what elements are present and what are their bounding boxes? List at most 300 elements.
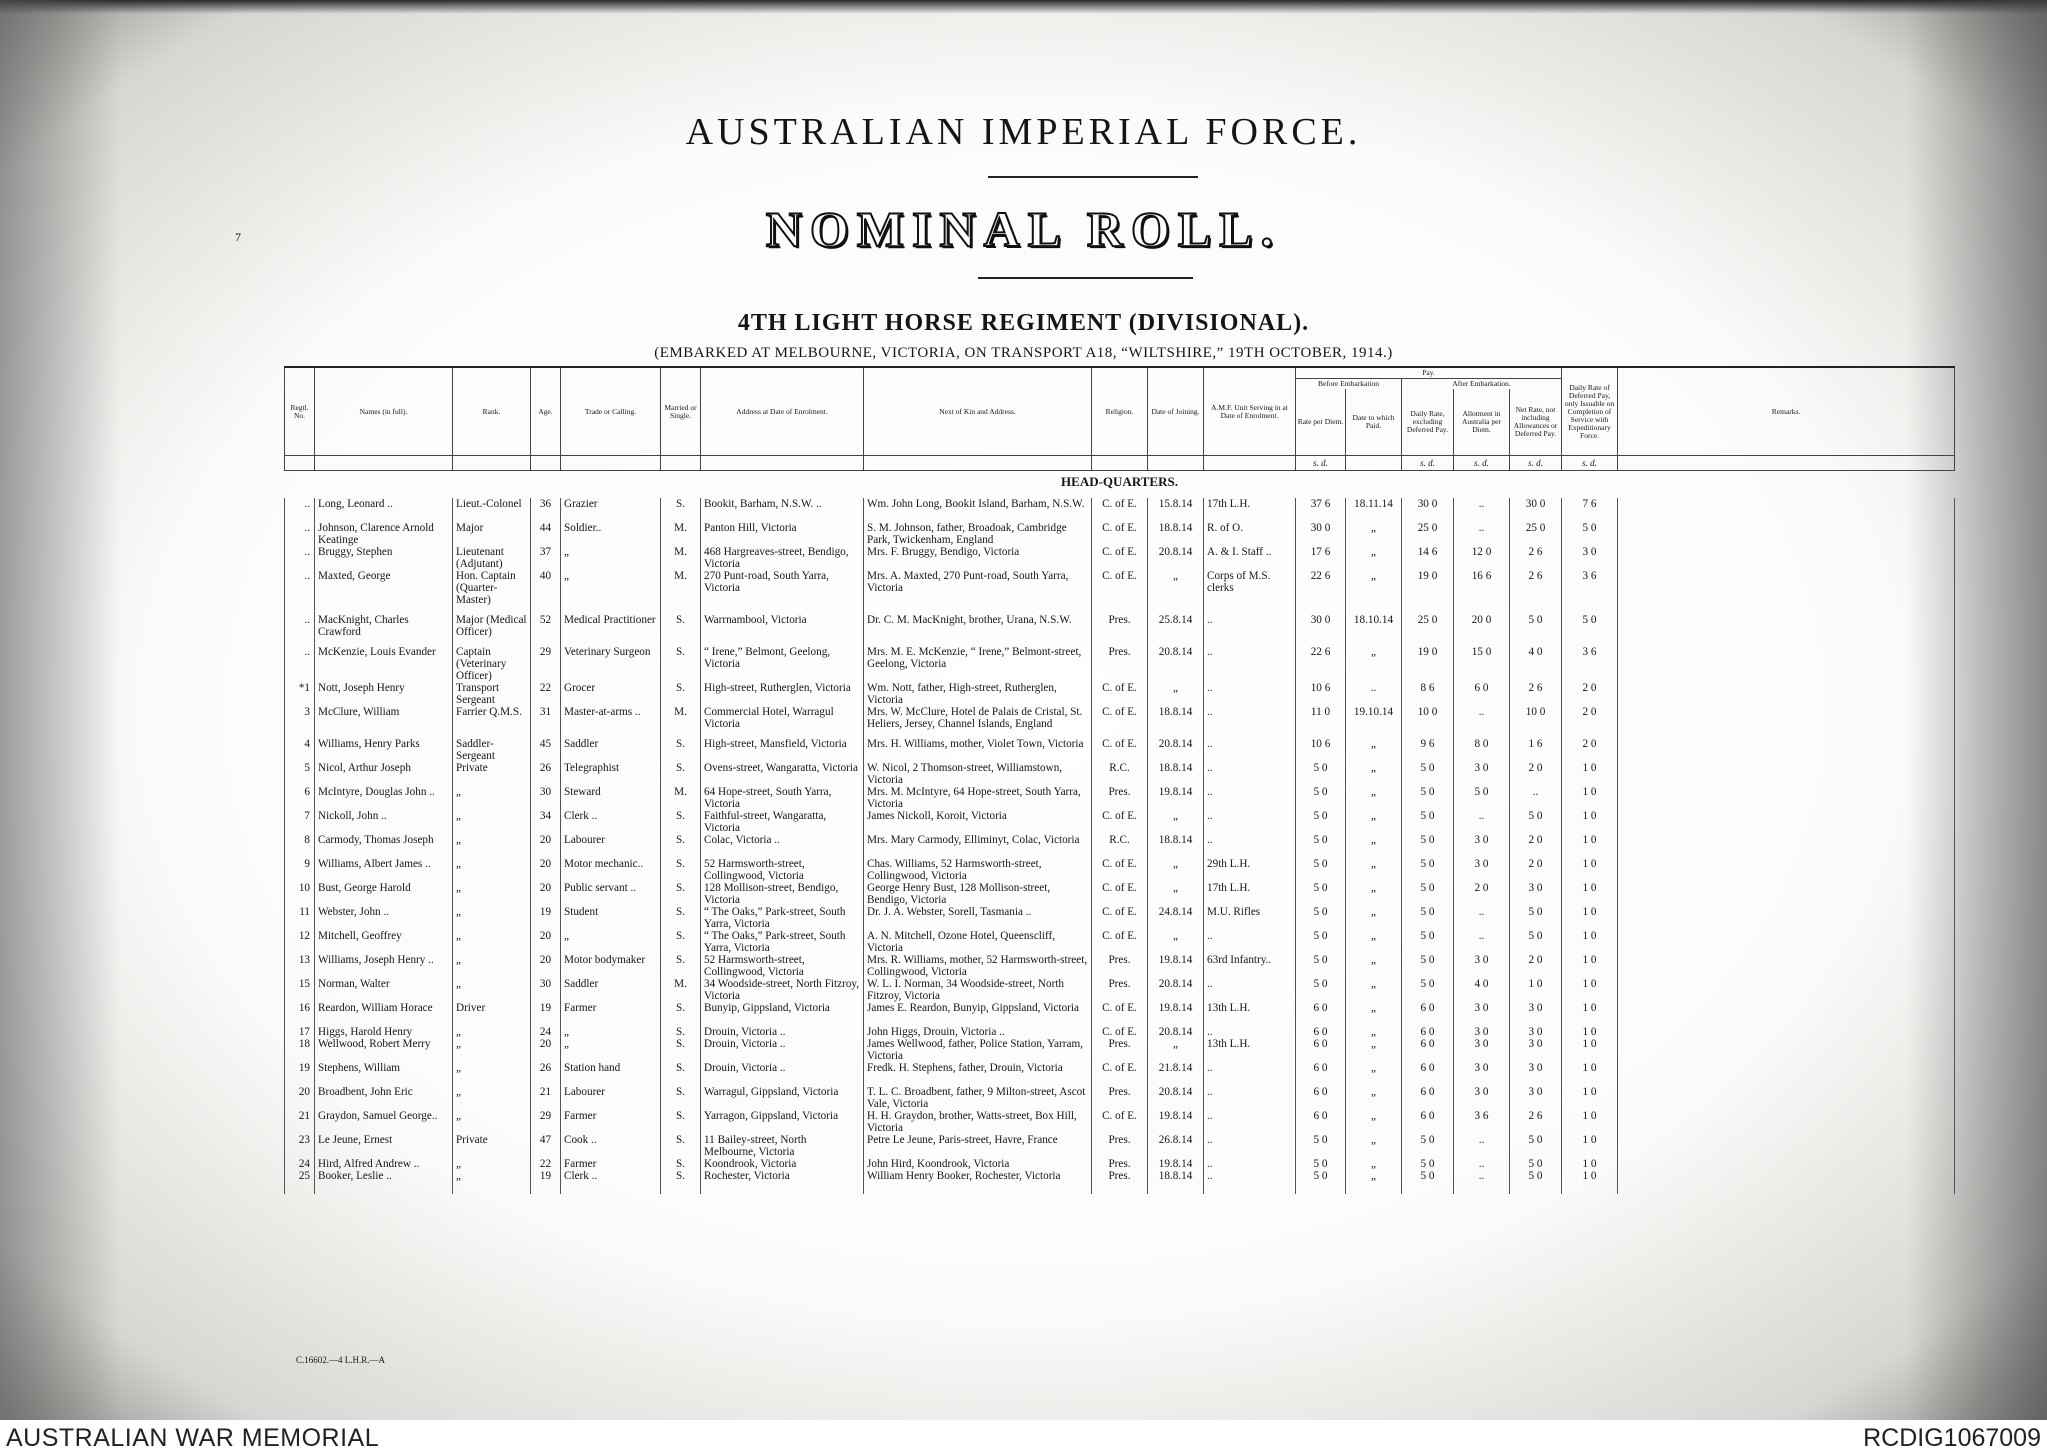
net-rate-cell: 2 0 (1510, 858, 1562, 882)
date-joining-cell: 18.8.14 (1148, 762, 1204, 786)
regtl-no-cell: 19 (285, 1062, 315, 1086)
deferred-pay-cell: 5 0 (1562, 522, 1618, 546)
name-cell: Williams, Albert James .. (315, 858, 453, 882)
date-paid-cell: „ (1346, 834, 1402, 858)
amf-unit-cell: .. (1204, 1158, 1296, 1170)
next-of-kin-cell: Dr. C. M. MacKnight, brother, Urana, N.S.W. (864, 614, 1092, 646)
deferred-pay-cell: 1 0 (1562, 858, 1618, 882)
address-cell: Ovens-street, Wangaratta, Victoria (701, 762, 864, 786)
table-row (285, 1038, 1955, 1062)
table-row (285, 646, 1955, 682)
address-cell: Commercial Hotel, Warragul Victoria (701, 706, 864, 738)
remarks-cell (1618, 614, 1955, 646)
net-rate-cell: 30 0 (1510, 498, 1562, 522)
rank-cell: Major (453, 522, 531, 546)
address-cell: 64 Hope-street, South Yarra, Victoria (701, 786, 864, 810)
daily-rate-cell: 5 0 (1402, 762, 1454, 786)
remarks-cell (1618, 762, 1955, 786)
address-cell: Yarragon, Gippsland, Victoria (701, 1110, 864, 1134)
deferred-pay-cell: 1 0 (1562, 930, 1618, 954)
remarks-cell (1618, 1062, 1955, 1086)
rate-per-diem-cell: 10 6 (1296, 738, 1346, 762)
rate-per-diem-cell: 37 6 (1296, 498, 1346, 522)
address-cell: Drouin, Victoria .. (701, 1026, 864, 1038)
table-row (285, 546, 1955, 570)
age-cell: 36 (531, 498, 561, 522)
scan-edge-top (0, 0, 2047, 14)
table-row (285, 858, 1955, 882)
regtl-no-cell: 10 (285, 882, 315, 906)
daily-rate-cell: 9 6 (1402, 738, 1454, 762)
date-paid-cell: „ (1346, 1026, 1402, 1038)
married-cell: M. (661, 570, 701, 614)
daily-rate-cell: 14 6 (1402, 546, 1454, 570)
next-of-kin-cell: Mrs. M. McIntyre, 64 Hope-street, South Yarra, Victoria (864, 786, 1092, 810)
rate-per-diem-cell: 30 0 (1296, 522, 1346, 546)
next-of-kin-cell: Mrs. R. Williams, mother, 52 Harmsworth-street, Collingwood, Victoria (864, 954, 1092, 978)
remarks-cell (1618, 954, 1955, 978)
allotment-cell: .. (1454, 498, 1510, 522)
address-cell: Bunyip, Gippsland, Victoria (701, 1002, 864, 1026)
remarks-cell (1618, 682, 1955, 706)
table-row (285, 1110, 1955, 1134)
age-cell: 30 (531, 786, 561, 810)
net-rate-cell: 2 0 (1510, 834, 1562, 858)
address-cell: Koondrook, Victoria (701, 1158, 864, 1170)
deferred-pay-cell: 1 0 (1562, 786, 1618, 810)
religion-cell: C. of E. (1092, 1110, 1148, 1134)
table-row (285, 786, 1955, 810)
deferred-pay-cell: 2 0 (1562, 682, 1618, 706)
religion-cell: C. of E. (1092, 522, 1148, 546)
net-rate-cell: 10 0 (1510, 706, 1562, 738)
amf-unit-cell: .. (1204, 706, 1296, 738)
rate-per-diem-cell: 5 0 (1296, 834, 1346, 858)
next-of-kin-cell: H. H. Graydon, brother, Watts-street, Box Hill, Victoria (864, 1110, 1092, 1134)
next-of-kin-cell: W. L. I. Norman, 34 Woodside-street, North Fitzroy, Victoria (864, 978, 1092, 1002)
daily-rate-cell: 5 0 (1402, 1158, 1454, 1170)
rank-cell: Captain (Veterinary Officer) (453, 646, 531, 682)
rate-per-diem-cell: 6 0 (1296, 1086, 1346, 1110)
rank-cell: „ (453, 1038, 531, 1062)
col-header-rank: Rank. (453, 367, 531, 456)
remarks-cell (1618, 1170, 1955, 1194)
next-of-kin-cell: James Nickoll, Koroit, Victoria (864, 810, 1092, 834)
rate-per-diem-cell: 5 0 (1296, 786, 1346, 810)
remarks-cell (1618, 1038, 1955, 1062)
amf-unit-cell: Corps of M.S. clerks (1204, 570, 1296, 614)
name-cell: Wellwood, Robert Merry (315, 1038, 453, 1062)
net-rate-cell: 5 0 (1510, 1170, 1562, 1194)
address-cell: “ The Oaks,” Park-street, South Yarra, Victoria (701, 930, 864, 954)
married-cell: S. (661, 1158, 701, 1170)
daily-rate-cell: 5 0 (1402, 978, 1454, 1002)
age-cell: 44 (531, 522, 561, 546)
trade-cell: Master-at-arms .. (561, 706, 661, 738)
date-paid-cell: „ (1346, 738, 1402, 762)
rate-per-diem-cell: 5 0 (1296, 1158, 1346, 1170)
unit-label: s. d. (1562, 456, 1618, 471)
rate-per-diem-cell: 17 6 (1296, 546, 1346, 570)
remarks-cell (1618, 1110, 1955, 1134)
daily-rate-cell: 6 0 (1402, 1002, 1454, 1026)
age-cell: 20 (531, 1038, 561, 1062)
remarks-cell (1618, 706, 1955, 738)
religion-cell: C. of E. (1092, 858, 1148, 882)
rank-cell: Lieutenant (Adjutant) (453, 546, 531, 570)
rank-cell: „ (453, 1062, 531, 1086)
table-row (285, 1086, 1955, 1110)
remarks-cell (1618, 546, 1955, 570)
trade-cell: Grocer (561, 682, 661, 706)
remarks-cell (1618, 834, 1955, 858)
date-joining-cell: „ (1148, 682, 1204, 706)
daily-rate-cell: 6 0 (1402, 1086, 1454, 1110)
amf-unit-cell: 13th L.H. (1204, 1038, 1296, 1062)
date-joining-cell: 19.8.14 (1148, 954, 1204, 978)
deferred-pay-cell: 1 0 (1562, 1062, 1618, 1086)
net-rate-cell: 2 0 (1510, 762, 1562, 786)
document-subtitle: NOMINAL ROLL. (765, 201, 1282, 257)
married-cell: S. (661, 1062, 701, 1086)
margin-mark: 7 (235, 230, 241, 244)
rank-cell: „ (453, 930, 531, 954)
amf-unit-cell: .. (1204, 1170, 1296, 1194)
rate-per-diem-cell: 6 0 (1296, 1062, 1346, 1086)
rank-cell: Farrier Q.M.S. (453, 706, 531, 738)
amf-unit-cell: .. (1204, 1086, 1296, 1110)
regtl-no-cell: 6 (285, 786, 315, 810)
allotment-cell: .. (1454, 1134, 1510, 1158)
remarks-cell (1618, 498, 1955, 522)
trade-cell: Labourer (561, 1086, 661, 1110)
daily-rate-cell: 5 0 (1402, 810, 1454, 834)
date-joining-cell: „ (1148, 1038, 1204, 1062)
regtl-no-cell: .. (285, 646, 315, 682)
amf-unit-cell: .. (1204, 1134, 1296, 1158)
allotment-cell: 3 0 (1454, 954, 1510, 978)
rank-cell: „ (453, 1110, 531, 1134)
daily-rate-cell: 10 0 (1402, 706, 1454, 738)
date-joining-cell: 20.8.14 (1148, 646, 1204, 682)
table-row (285, 762, 1955, 786)
allotment-cell: .. (1454, 906, 1510, 930)
allotment-cell: 8 0 (1454, 738, 1510, 762)
name-cell: Reardon, William Horace (315, 1002, 453, 1026)
deferred-pay-cell: 1 0 (1562, 1158, 1618, 1170)
religion-cell: C. of E. (1092, 810, 1148, 834)
table-row (285, 810, 1955, 834)
daily-rate-cell: 5 0 (1402, 1134, 1454, 1158)
date-joining-cell: 25.8.14 (1148, 614, 1204, 646)
net-rate-cell: 3 0 (1510, 1038, 1562, 1062)
date-joining-cell: 19.8.14 (1148, 1110, 1204, 1134)
trade-cell: Motor mechanic.. (561, 858, 661, 882)
age-cell: 20 (531, 930, 561, 954)
trade-cell: Labourer (561, 834, 661, 858)
address-cell: 270 Punt-road, South Yarra, Victoria (701, 570, 864, 614)
net-rate-cell: 5 0 (1510, 1134, 1562, 1158)
age-cell: 40 (531, 570, 561, 614)
table-row (285, 1002, 1955, 1026)
married-cell: S. (661, 834, 701, 858)
remarks-cell (1618, 1086, 1955, 1110)
rank-cell: Saddler-Sergeant (453, 738, 531, 762)
form-code: C.16602.—4 L.H.R.—A (296, 1355, 386, 1365)
next-of-kin-cell: Mrs. W. McClure, Hotel de Palais de Cristal, St. Heliers, Jersey, Channel Islands, England (864, 706, 1092, 738)
name-cell: Higgs, Harold Henry (315, 1026, 453, 1038)
amf-unit-cell: .. (1204, 930, 1296, 954)
rate-per-diem-cell: 5 0 (1296, 810, 1346, 834)
amf-unit-cell: .. (1204, 614, 1296, 646)
age-cell: 24 (531, 1026, 561, 1038)
rate-per-diem-cell: 5 0 (1296, 1134, 1346, 1158)
col-header-rate-per-diem: Rate per Diem. (1296, 389, 1346, 456)
name-cell: MacKnight, Charles Crawford (315, 614, 453, 646)
address-cell: 52 Harmsworth-street, Collingwood, Victoria (701, 954, 864, 978)
address-cell: Faithful-street, Wangaratta, Victoria (701, 810, 864, 834)
table-row (285, 906, 1955, 930)
date-paid-cell: 19.10.14 (1346, 706, 1402, 738)
deferred-pay-cell: 1 0 (1562, 834, 1618, 858)
rate-per-diem-cell: 5 0 (1296, 762, 1346, 786)
deferred-pay-cell: 1 0 (1562, 1002, 1618, 1026)
rank-cell: „ (453, 1026, 531, 1038)
col-header-deferred-pay: Daily Rate of Deferred Pay, only Issuable on Completion of Service with Expeditionary Force. (1562, 367, 1618, 456)
deferred-pay-cell: 1 0 (1562, 1134, 1618, 1158)
deferred-pay-cell: 1 0 (1562, 810, 1618, 834)
regtl-no-cell: .. (285, 546, 315, 570)
address-cell: 128 Mollison-street, Bendigo, Victoria (701, 882, 864, 906)
amf-unit-cell: .. (1204, 762, 1296, 786)
col-header-name: Names (in full). (315, 367, 453, 456)
unit-label: s. d. (1402, 456, 1454, 471)
deferred-pay-cell: 3 6 (1562, 570, 1618, 614)
unit-label: s. d. (1454, 456, 1510, 471)
married-cell: S. (661, 1026, 701, 1038)
net-rate-cell: 1 0 (1510, 978, 1562, 1002)
amf-unit-cell: .. (1204, 810, 1296, 834)
trade-cell: Medical Practitioner (561, 614, 661, 646)
date-paid-cell: „ (1346, 786, 1402, 810)
amf-unit-cell: 13th L.H. (1204, 1002, 1296, 1026)
married-cell: S. (661, 906, 701, 930)
date-joining-cell: „ (1148, 810, 1204, 834)
amf-unit-cell: 63rd Infantry.. (1204, 954, 1296, 978)
col-header-address: Address at Date of Enrolment. (701, 367, 864, 456)
deferred-pay-cell: 2 0 (1562, 706, 1618, 738)
address-cell: “ Irene,” Belmont, Geelong, Victoria (701, 646, 864, 682)
rate-per-diem-cell: 6 0 (1296, 1002, 1346, 1026)
col-header-remarks: Remarks. (1618, 367, 1955, 456)
next-of-kin-cell: Mrs. Mary Carmody, Elliminyt, Colac, Victoria (864, 834, 1092, 858)
married-cell: S. (661, 858, 701, 882)
rate-per-diem-cell: 5 0 (1296, 882, 1346, 906)
rank-cell: „ (453, 810, 531, 834)
regtl-no-cell: 9 (285, 858, 315, 882)
next-of-kin-cell: Mrs. M. E. McKenzie, “ Irene,” Belmont-street, Geelong, Victoria (864, 646, 1092, 682)
next-of-kin-cell: James Wellwood, father, Police Station, Yarram, Victoria (864, 1038, 1092, 1062)
date-paid-cell: „ (1346, 1158, 1402, 1170)
trade-cell: Farmer (561, 1158, 661, 1170)
daily-rate-cell: 5 0 (1402, 882, 1454, 906)
regtl-no-cell: 7 (285, 810, 315, 834)
deferred-pay-cell: 1 0 (1562, 1170, 1618, 1194)
remarks-cell (1618, 646, 1955, 682)
regtl-no-cell: 11 (285, 906, 315, 930)
deferred-pay-cell: 7 6 (1562, 498, 1618, 522)
net-rate-cell: 3 0 (1510, 1026, 1562, 1038)
next-of-kin-cell: S. M. Johnson, father, Broadoak, Cambridge Park, Twickenham, England (864, 522, 1092, 546)
name-cell: Williams, Joseph Henry .. (315, 954, 453, 978)
age-cell: 52 (531, 614, 561, 646)
daily-rate-cell: 6 0 (1402, 1110, 1454, 1134)
religion-cell: Pres. (1092, 1086, 1148, 1110)
date-paid-cell: „ (1346, 882, 1402, 906)
amf-unit-cell: M.U. Rifles (1204, 906, 1296, 930)
deferred-pay-cell: 1 0 (1562, 954, 1618, 978)
married-cell: S. (661, 682, 701, 706)
date-paid-cell: .. (1346, 682, 1402, 706)
amf-unit-cell: .. (1204, 646, 1296, 682)
name-cell: Bust, George Harold (315, 882, 453, 906)
next-of-kin-cell: T. L. C. Broadbent, father, 9 Milton-street, Ascot Vale, Victoria (864, 1086, 1092, 1110)
net-rate-cell: 2 6 (1510, 1110, 1562, 1134)
remarks-cell (1618, 786, 1955, 810)
amf-unit-cell: .. (1204, 834, 1296, 858)
archive-id: RCDIG1067009 (1863, 1424, 2041, 1452)
date-joining-cell: 18.8.14 (1148, 706, 1204, 738)
amf-unit-cell: R. of O. (1204, 522, 1296, 546)
date-joining-cell: 20.8.14 (1148, 546, 1204, 570)
date-paid-cell: „ (1346, 1038, 1402, 1062)
date-joining-cell: 19.8.14 (1148, 1002, 1204, 1026)
next-of-kin-cell: Fredk. H. Stephens, father, Drouin, Victoria (864, 1062, 1092, 1086)
next-of-kin-cell: Wm. John Long, Bookit Island, Barham, N.S.W. (864, 498, 1092, 522)
religion-cell: R.C. (1092, 834, 1148, 858)
married-cell: S. (661, 1086, 701, 1110)
daily-rate-cell: 5 0 (1402, 858, 1454, 882)
regtl-no-cell: *1 (285, 682, 315, 706)
trade-cell: Clerk .. (561, 1170, 661, 1194)
rank-cell: „ (453, 1158, 531, 1170)
rate-per-diem-cell: 5 0 (1296, 906, 1346, 930)
remarks-cell (1618, 570, 1955, 614)
rank-cell: „ (453, 786, 531, 810)
col-header-married: Married or Single. (661, 367, 701, 456)
rank-cell: „ (453, 954, 531, 978)
remarks-cell (1618, 858, 1955, 882)
amf-unit-cell: .. (1204, 738, 1296, 762)
table-row (285, 1062, 1955, 1086)
net-rate-cell: 5 0 (1510, 1158, 1562, 1170)
allotment-cell: 3 0 (1454, 834, 1510, 858)
rank-cell: „ (453, 882, 531, 906)
name-cell: Broadbent, John Eric (315, 1086, 453, 1110)
next-of-kin-cell: George Henry Bust, 128 Mollison-street, Bendigo, Victoria (864, 882, 1092, 906)
date-joining-cell: 20.8.14 (1148, 1086, 1204, 1110)
religion-cell: Pres. (1092, 786, 1148, 810)
col-header-pay: Pay. (1296, 367, 1562, 379)
date-joining-cell: 20.8.14 (1148, 978, 1204, 1002)
name-cell: Graydon, Samuel George.. (315, 1110, 453, 1134)
next-of-kin-cell: Chas. Williams, 52 Harmsworth-street, Collingwood, Victoria (864, 858, 1092, 882)
deferred-pay-cell: 1 0 (1562, 978, 1618, 1002)
trade-cell: Farmer (561, 1002, 661, 1026)
married-cell: M. (661, 786, 701, 810)
remarks-cell (1618, 882, 1955, 906)
trade-cell: „ (561, 1026, 661, 1038)
table-row (285, 614, 1955, 646)
date-paid-cell: „ (1346, 1002, 1402, 1026)
age-cell: 47 (531, 1134, 561, 1158)
rate-per-diem-cell: 10 6 (1296, 682, 1346, 706)
archive-footer (0, 1420, 2047, 1456)
religion-cell: C. of E. (1092, 882, 1148, 906)
date-paid-cell: „ (1346, 930, 1402, 954)
trade-cell: Farmer (561, 1110, 661, 1134)
married-cell: S. (661, 930, 701, 954)
date-joining-cell: 15.8.14 (1148, 498, 1204, 522)
name-cell: Carmody, Thomas Joseph (315, 834, 453, 858)
col-header-date-joining: Date of Joining. (1148, 367, 1204, 456)
age-cell: 37 (531, 546, 561, 570)
allotment-cell: 3 0 (1454, 1002, 1510, 1026)
next-of-kin-cell: Mrs. A. Maxted, 270 Punt-road, South Yarra, Victoria (864, 570, 1092, 614)
date-paid-cell: „ (1346, 570, 1402, 614)
net-rate-cell: 25 0 (1510, 522, 1562, 546)
date-joining-cell: 18.8.14 (1148, 834, 1204, 858)
subtitle-rule (978, 277, 1193, 279)
amf-unit-cell: .. (1204, 1026, 1296, 1038)
religion-cell: Pres. (1092, 646, 1148, 682)
daily-rate-cell: 5 0 (1402, 954, 1454, 978)
remarks-cell (1618, 978, 1955, 1002)
married-cell: S. (661, 614, 701, 646)
allotment-cell: 15 0 (1454, 646, 1510, 682)
allotment-cell: .. (1454, 706, 1510, 738)
allotment-cell: .. (1454, 930, 1510, 954)
regtl-no-cell: 24 (285, 1158, 315, 1170)
rate-per-diem-cell: 5 0 (1296, 954, 1346, 978)
daily-rate-cell: 19 0 (1402, 646, 1454, 682)
age-cell: 26 (531, 1062, 561, 1086)
remarks-cell (1618, 522, 1955, 546)
regtl-no-cell: .. (285, 614, 315, 646)
rate-per-diem-cell: 5 0 (1296, 978, 1346, 1002)
rate-per-diem-cell: 5 0 (1296, 858, 1346, 882)
deferred-pay-cell: 1 0 (1562, 882, 1618, 906)
date-joining-cell: „ (1148, 930, 1204, 954)
regtl-no-cell: 5 (285, 762, 315, 786)
name-cell: Nicol, Arthur Joseph (315, 762, 453, 786)
religion-cell: C. of E. (1092, 1026, 1148, 1038)
name-cell: Maxted, George (315, 570, 453, 614)
married-cell: M. (661, 546, 701, 570)
trade-cell: Telegraphist (561, 762, 661, 786)
regtl-no-cell: 21 (285, 1110, 315, 1134)
daily-rate-cell: 5 0 (1402, 1170, 1454, 1194)
unit-label: s. d. (1296, 456, 1346, 471)
date-paid-cell: „ (1346, 546, 1402, 570)
table-row (285, 682, 1955, 706)
religion-cell: Pres. (1092, 954, 1148, 978)
age-cell: 30 (531, 978, 561, 1002)
name-cell: Nott, Joseph Henry (315, 682, 453, 706)
daily-rate-cell: 30 0 (1402, 498, 1454, 522)
regtl-no-cell: 15 (285, 978, 315, 1002)
net-rate-cell: 2 6 (1510, 570, 1562, 614)
